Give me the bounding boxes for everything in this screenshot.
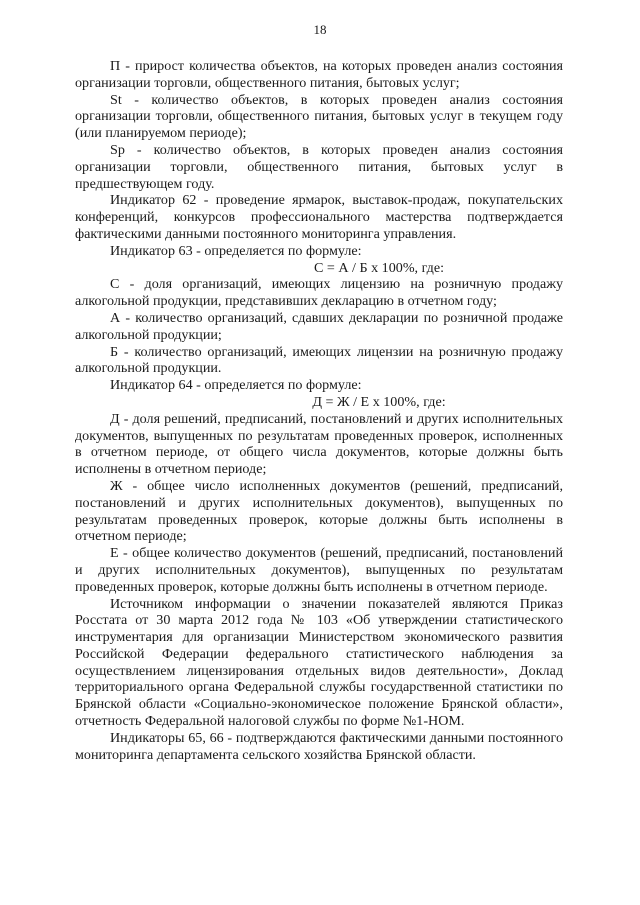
paragraph-c-definition: С - доля организаций, имеющих лицензию на розничную продажу алкогольной продукции, представивших декларацию в отчетном году; xyxy=(75,276,563,310)
paragraph-e-definition: Е - общее количество документов (решений, предписаний, постановлений и других исполнительных документов), выпущенных по результатам проведенных проверок, которые должны быть исполнены в отчетном периоде. xyxy=(75,545,563,595)
paragraph-st-definition: St - количество объектов, в которых проведен анализ состояния организации торговли, общественного питания, бытовых услуг в текущем году (или планируемом периоде); xyxy=(75,91,563,142)
paragraph-indicator-63: Индикатор 63 - определяется по формуле: xyxy=(110,242,362,259)
paragraph-zh-definition: Ж - общее число исполненных документов (решений, предписаний, постановлений и других исполнительных документов), выпущенных по результатам проведенных проверок, которые должны быть исполнены в отчетном периоде; xyxy=(75,477,563,545)
formula-indicator-64: Д = Ж / Е х 100%, где: xyxy=(312,393,446,410)
formula-indicator-63: С = А / Б х 100%, где: xyxy=(313,259,445,276)
paragraph-indicators-65-66: Индикаторы 65, 66 - подтверждаются фактическими данными постоянного мониторинга департамента сельского хозяйства Брянской области. xyxy=(75,729,563,763)
paragraph-indicator-62: Индикатор 62 - проведение ярмарок, выставок-продаж, покупательских конференций, конкурсов профессионального мастерства подтверждается фактическими данными постоянного мониторинга управления. xyxy=(75,192,563,242)
document-body xyxy=(75,58,563,763)
paragraph-a-definition: А - количество организаций, сдавших декларации по розничной продаже алкогольной продукции; xyxy=(75,309,563,343)
paragraph-sources: Источником информации о значении показателей являются Приказ Росстата от 30 марта 2012 года № 103 «Об утверждении статистического инструментария для организации Министерством экономического развития Российской Федерации федерального статистического наблюдения за осуществлением лицензирования отдельных видов деятельности», Доклад территориального органа Федеральной службы государственной статистики по Брянской области «Социально-экономическое положение Брянской области», отчетность Федеральной налоговой службы по форме №1-НОМ. xyxy=(75,595,563,730)
page-number: 18 xyxy=(313,22,327,37)
paragraph-indicator-64: Индикатор 64 - определяется по формуле: xyxy=(110,377,362,394)
paragraph-d-definition: Д - доля решений, предписаний, постановлений и других исполнительных документов, выпущенных по результатам проведенных проверок, исполненных в отчетном периоде, от общего числа документов, которые должны быть исполнены в отчетном периоде; xyxy=(75,410,563,478)
paragraph-sp-definition: Sp - количество объектов, в которых проведен анализ состояния организации торговли, общественного питания, бытовых услуг в предшествующем году. xyxy=(75,141,563,192)
paragraph-p-definition: П - прирост количества объектов, на которых проведен анализ состояния организации торговли, общественного питания, бытовых услуг; xyxy=(75,58,563,91)
paragraph-b-definition: Б - количество организаций, имеющих лицензии на розничную продажу алкогольной продукции. xyxy=(75,343,563,377)
